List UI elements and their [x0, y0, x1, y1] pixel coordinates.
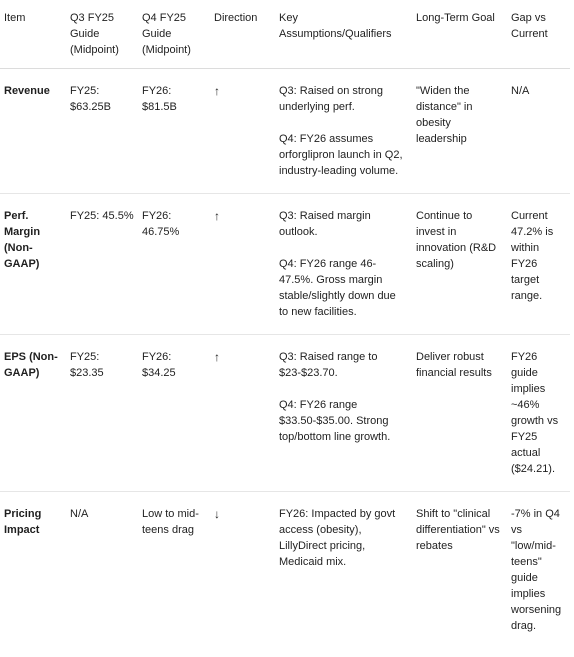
row-direction — [210, 492, 275, 649]
row-q4-guide: Low to mid-teens drag — [142, 508, 199, 536]
arrow-up-icon: ↑ — [214, 209, 220, 223]
assumption-text: Q3: Raised range to $23-$23.70. — [279, 351, 378, 379]
row-q4-guide: FY26: $34.25 — [138, 335, 210, 492]
arrow-down-icon: ↓ — [214, 507, 220, 521]
row-gap: -7% in Q4 vs "low/mid-teens" guide implies worsening drag. — [511, 508, 562, 632]
row-long-term-goal: "Widen the distance" in obesity leadership — [412, 69, 507, 194]
assumption-text: Q4: FY26 assumes orforglipron launch in Q2, industry-leading volume. — [279, 133, 403, 177]
header-row — [0, 0, 570, 69]
row-item: Perf. Margin (Non-GAAP) — [0, 194, 66, 335]
row-assumptions — [275, 194, 412, 335]
row-assumptions — [275, 492, 412, 649]
header-gap: Gap vs Current — [507, 0, 570, 69]
row-q4-guide: FY26: 46.75% — [138, 194, 210, 335]
assumption-text: Q4: FY26 range $33.50-$35.00. Strong top/bottom line growth. — [279, 399, 391, 443]
row-long-term-goal: Deliver robust financial results — [412, 335, 507, 492]
row-item: Revenue — [0, 69, 66, 194]
header-assumptions: Key Assumptions/Qualifiers — [275, 0, 412, 69]
row-gap: Current 47.2% is within FY26 target range. — [507, 194, 570, 335]
arrow-up-icon: ↑ — [214, 350, 220, 364]
row-direction — [210, 194, 275, 335]
header-q3-guide: Q3 FY25 Guide (Midpoint) — [66, 0, 138, 69]
row-long-term-goal: Shift to "clinical differentiation" vs rebates — [416, 508, 500, 552]
row-direction — [210, 335, 275, 492]
row-gap: N/A — [507, 69, 570, 194]
row-long-term-goal: Continue to invest in innovation (R&D scaling) — [412, 194, 507, 335]
row-q3-guide: FY25: 45.5% — [66, 194, 138, 335]
row-q3-guide: N/A — [70, 508, 89, 520]
row-assumptions — [275, 69, 412, 194]
table-row — [0, 194, 570, 335]
header-item: Item — [0, 0, 66, 69]
table-row — [0, 335, 570, 492]
row-assumptions — [275, 335, 412, 492]
row-item: EPS (Non-GAAP) — [0, 335, 66, 492]
assumption-text: FY26: Impacted by govt access (obesity), LillyDirect pricing, Medicaid mix. — [279, 508, 396, 568]
row-q3-guide: FY25: $63.25B — [66, 69, 138, 194]
assumption-text: Q3: Raised on strong underlying perf. — [279, 85, 383, 113]
row-gap: FY26 guide implies ~46% growth vs FY25 actual ($24.21). — [507, 335, 570, 492]
header-q4-guide: Q4 FY25 Guide (Midpoint) — [138, 0, 210, 69]
table-row — [0, 492, 570, 649]
assumption-text: Q3: Raised margin outlook. — [279, 210, 371, 238]
arrow-up-icon: ↑ — [214, 84, 220, 98]
header-direction: Direction — [210, 0, 275, 69]
table-row — [0, 69, 570, 194]
assumption-text: Q4: FY26 range 46-47.5%. Gross margin stable/slightly down due to new facilities. — [279, 258, 396, 318]
row-q4-guide: FY26: $81.5B — [138, 69, 210, 194]
row-item: Pricing Impact — [4, 508, 42, 536]
row-q3-guide: FY25: $23.35 — [66, 335, 138, 492]
row-direction — [210, 69, 275, 194]
header-long-term-goal: Long-Term Goal — [412, 0, 507, 69]
